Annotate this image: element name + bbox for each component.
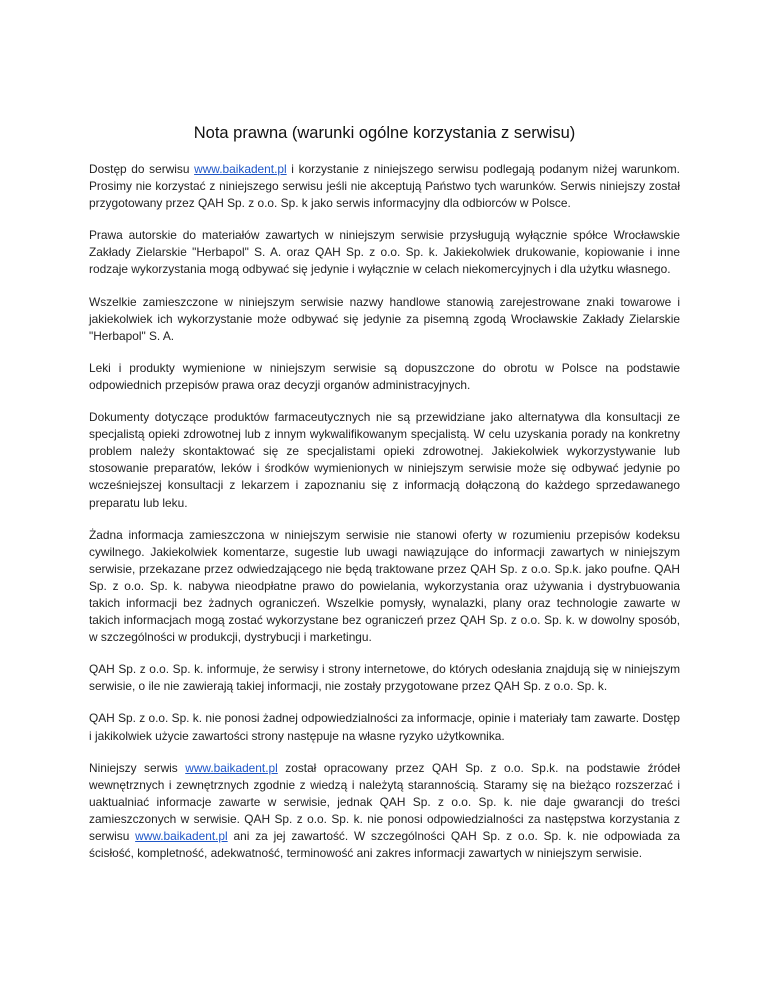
page-title: Nota prawna (warunki ogólne korzystania z serwisu)	[193, 124, 576, 142]
baikadent-link[interactable]: www.baikadent.pl	[185, 760, 278, 775]
baikadent-link[interactable]: www.baikadent.pl	[194, 162, 287, 176]
paragraph-copyright: Prawa autorskie do materiałów zawartych w niniejszym serwisie przysługują wyłącznie spółce Wrocławskie Zakłady Zielarskie "Herbapol" S. A. oraz QAH Sp. z o.o. Sp. k. Jakiekolwiek drukowanie, kopiowanie i inne rodzaje wykorzystania mogą odbywać się jedynie i wyłącznie w celach niekomercyjnych i dla użytku własnego.	[89, 228, 680, 277]
paragraph-service-info	[89, 760, 680, 863]
paragraph-liability: QAH Sp. z o.o. Sp. k. nie ponosi żadnej odpowiedzialności za informacje, opinie i materiały tam zawarte. Dostęp i jakikolwiek użycie zawartości strony następuje na własne ryzyko użytkownika.	[89, 711, 680, 743]
paragraph-access	[89, 161, 680, 212]
paragraph-text: i korzystanie z niniejszego serwisu podlegają podanym niżej warunkom. Prosimy nie korzystać z niniejszego serwisu jeśli nie akceptują Państwo tych warunków. Serwis niniejszy został przygotowany przez QAH Sp. z o.o. Sp. k jako serwis informacyjny dla odbiorców w Polsce.	[89, 162, 680, 211]
paragraph-medical-disclaimer: Dokumenty dotyczące produktów farmaceutycznych nie są przewidziane jako alternatywa dla konsultacji ze specjalistą opieki zdrowotnej lub z innym wykwalifikowanym specjalistą. W celu uzyskania porady na konkretny problem należy skontaktować się ze specjalistami opieki zdrowotnej. Jakiekolwiek wykorzystywanie lub stosowanie preparatów, leków i środków wymienionych w niniejszym serwisie może się odbywać jedynie po wcześniejszej konsultacji z lekarzem i zapoznaniu się z informacją dołączoną do każdego sprzedawanego preparatu lub leku.	[89, 410, 680, 510]
paragraph-text: został opracowany przez QAH Sp. z o.o. Sp.k. na podstawie źródeł wewnętrznych i zewnętrznych zgodnie z wiedzą i należytą starannością. Staramy się na bieżąco rozszerzać i uaktualniać informacje zawarte w serwisie, jednak QAH Sp. z o.o. Sp. k. nie daje gwarancji do treści zamieszczonych w serwisie. QAH Sp. z o.o. Sp. k. nie ponosi odpowiedzialności za następstwa korzystania z serwisu	[89, 760, 680, 843]
paragraph-text: Niniejszy serwis	[89, 760, 186, 775]
paragraph-trademarks: Wszelkie zamieszczone w niniejszym serwisie nazwy handlowe stanowią zarejestrowane znaki towarowe i jakiekolwiek ich wykorzystanie może odbywać się jedynie za pisemną zgodą Wrocławskie Zakłady Zielarskie "Herbapol" S. A.	[89, 294, 680, 343]
paragraph-products: Leki i produkty wymienione w niniejszym serwisie są dopuszczone do obrotu w Polsce na podstawie odpowiednich przepisów prawa oraz decyzji organów administracyjnych.	[89, 360, 680, 392]
paragraph-text: Dostęp do serwisu	[89, 162, 195, 176]
paragraph-external-sites: QAH Sp. z o.o. Sp. k. informuje, że serwisy i strony internetowe, do których odesłania znajdują się w niniejszym serwisie, o ile nie zawierają takiej informacji, nie zostały przygotowane przez QAH Sp. z o.o. Sp. k.	[89, 662, 680, 694]
baikadent-link[interactable]: www.baikadent.pl	[135, 829, 228, 843]
paragraph-text: ani za jej zawartość. W szczególności QAH Sp. z o.o. Sp. k. nie odpowiada za ścisłość, kompletność, adekwatność, terminowość ani zakres informacji zawartych w niniejszym serwisie.	[89, 829, 680, 861]
paragraph-no-offer: Żadna informacja zamieszczona w niniejszym serwisie nie stanowi oferty w rozumieniu przepisów kodeksu cywilnego. Jakiekolwiek komentarze, sugestie lub uwagi nawiązujące do informacji zawartych w niniejszym serwisie, przekazane przez odwiedzającego nie będą traktowane przez QAH Sp. z o.o. Sp.k. jako poufne. QAH Sp. z o.o. Sp. k. nabywa nieodpłatne prawo do powielania, wykorzystania oraz używania i dystrybuowania takich informacji bez żadnych ograniczeń. Wszelkie pomysły, wynalazki, plany oraz technologie zawarte w takich informacjach mogą zostać wykorzystane bez ograniczeń przez QAH Sp. z o.o. Sp. k. w dowolny sposób, w szczególności w produkcji, dystrybucji i marketingu.	[89, 527, 680, 645]
